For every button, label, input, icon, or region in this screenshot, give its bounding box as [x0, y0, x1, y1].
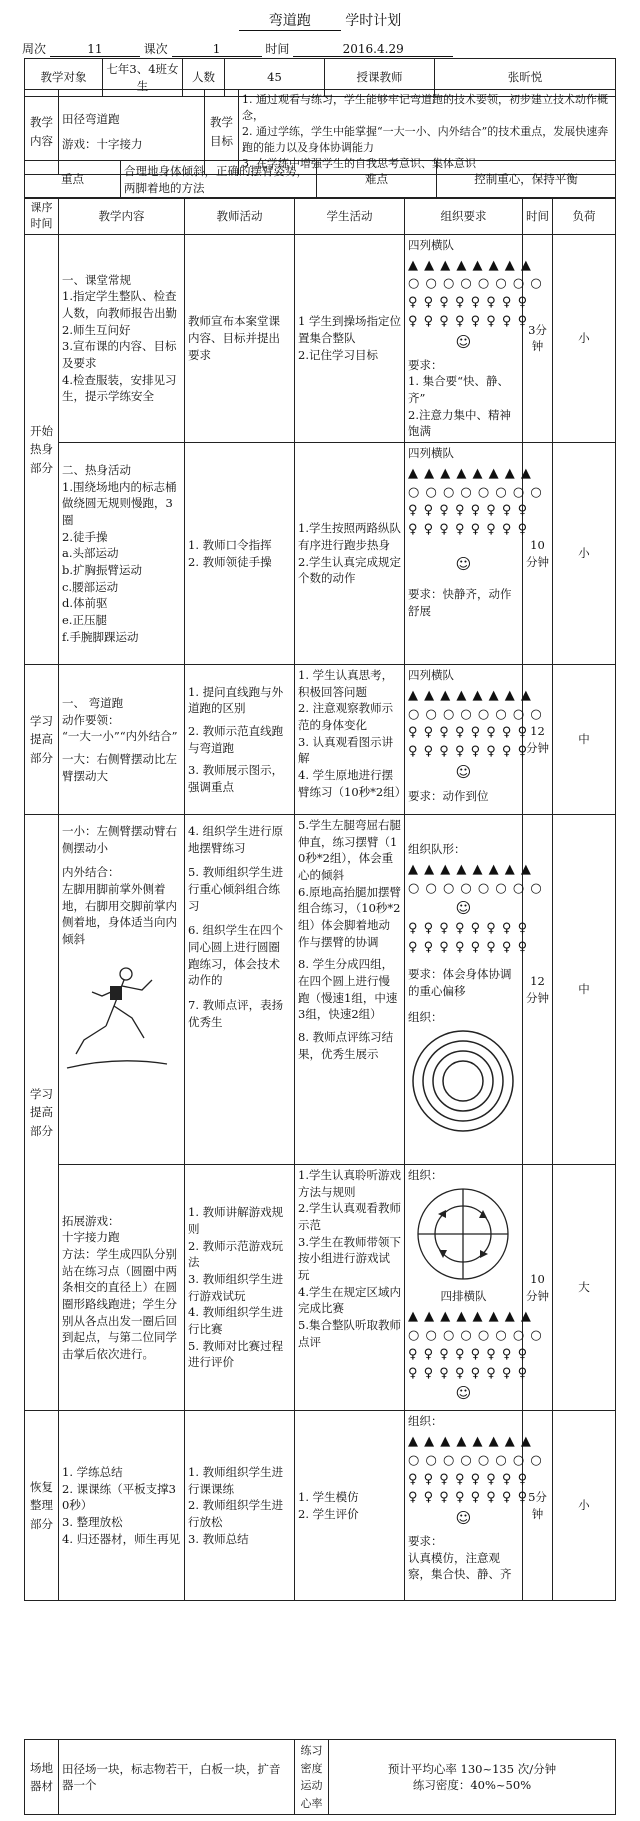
sec4-teacher-4: 4. 教师组织学生进行比赛	[188, 1305, 284, 1336]
sec5-time: 5分钟	[523, 1411, 553, 1601]
formation-four-rows	[408, 1308, 543, 1405]
sec1b-content-6: c.腰部运动	[62, 579, 119, 594]
row-persons: ♀ ♀ ♀ ♀ ♀ ♀ ♀ ♀	[408, 744, 529, 760]
row-circles: ○ ○ ○ ○ ○ ○ ○ ○	[408, 706, 543, 722]
sec1b-load: 小	[553, 443, 616, 665]
sec1b-content-3: 2.徒手操	[62, 529, 108, 544]
row-circles: ○ ○ ○ ○ ○ ○ ○ ○	[408, 880, 543, 896]
teacher-smile-icon: ☺	[455, 1384, 472, 1403]
teacher-label: 授课教师	[325, 59, 435, 97]
footer-table	[24, 1739, 616, 1815]
sec3-content-1: 一小：左侧臂摆动臂右侧摆动小	[62, 824, 177, 855]
sec2-teacher-1: 1. 提问直线跑与外道跑的区别	[188, 684, 284, 716]
sec5-teacher-1: 1. 教师组织学生进行课课练	[188, 1464, 284, 1496]
sec1-label: 开始热身部分	[25, 234, 59, 664]
col-org: 组织要求	[405, 198, 523, 235]
sec2-student-4: 4. 学生原地进行摆臂练习（10秒*2组）	[298, 768, 407, 799]
week-value: 11	[50, 42, 140, 57]
row-persons: ♀ ♀ ♀ ♀ ♀ ♀ ♀ ♀	[408, 1346, 529, 1362]
sec3-time: 12分钟	[523, 815, 553, 1165]
cross-relay-diagram	[408, 1184, 518, 1284]
row-persons: ♀ ♀ ♀ ♀ ♀ ♀ ♀ ♀	[408, 921, 529, 937]
sec1a-content-4: 3.宣布课的内容、目标及要求	[62, 339, 177, 371]
sec5-teacher-2: 2. 教师组织学生进行放松	[188, 1498, 284, 1529]
sec5-student-2: 2. 学生评价	[298, 1506, 359, 1521]
row-triangles: ▲ ▲ ▲ ▲ ▲ ▲ ▲ ▲	[408, 257, 532, 273]
teacher-smile-icon: ☺	[455, 555, 472, 574]
sec4-content-1: 拓展游戏：	[62, 1213, 120, 1228]
sec4-teacher-3: 3. 教师组织学生进行游戏试玩	[188, 1271, 284, 1303]
sec3-student-3: 8. 学生分成四组，在四个圆上进行慢跑（慢速1组，中速3组，快速2组）	[298, 957, 398, 1022]
sec3-content-3: 左脚用脚前掌外侧着地，右脚用交脚前掌内侧着地，身体适当向内倾斜	[62, 882, 177, 947]
sec3-req-1: 要求：体会身体协调的重心偏移	[408, 966, 512, 998]
sec3-student-4: 8. 教师点评练习结果，优秀生展示	[298, 1030, 394, 1061]
goal-label: 教学目标	[205, 90, 239, 175]
sec1a-content-1: 一、课堂常规	[62, 272, 131, 287]
sec4-student-4: 4.学生在规定区域内完成比赛	[298, 1284, 401, 1316]
sec3-teacher-4: 7. 教师点评，表扬优秀生	[188, 998, 284, 1029]
key-value: 合理地身体倾斜，正确的摆臂姿势，两脚着地的方法	[121, 161, 317, 199]
sec5-content-3: 3. 整理放松	[62, 1515, 123, 1529]
row-persons: ♀ ♀ ♀ ♀ ♀ ♀ ♀ ♀	[408, 314, 529, 330]
sec2-teacher-2: 2. 教师示范直线跑与弯道跑	[188, 723, 284, 755]
sec1a-content-5: 4.检查服装，安排见习生，提示学练安全	[62, 372, 177, 404]
count-label: 人数	[183, 59, 225, 97]
col-load: 负荷	[553, 198, 616, 235]
sec3-student-2: 6.原地高抬腿加摆臂组合练习，（10秒*2组）体会脚着地动作与摆臂的协调	[298, 884, 401, 949]
lesson-value: 1	[172, 42, 262, 57]
sec4-load: 大	[553, 1165, 616, 1411]
sec1b-teacher-2: 2. 教师领徒手操	[188, 554, 272, 569]
title-text: 弯道跑	[268, 13, 311, 29]
sec5-req-2: 认真模仿，注意观察，集合快、静、齐	[408, 1550, 512, 1582]
density-line2: 练习密度：40%~50%	[412, 1778, 532, 1793]
col-order: 课序时间	[25, 198, 59, 235]
sec1b-content-9: f.手腕脚踝运动	[62, 629, 139, 644]
title-suffix: 学时计划	[345, 13, 402, 29]
key-label: 重点	[25, 161, 121, 199]
sec5-req-1: 要求：	[408, 1533, 443, 1548]
sec5-load: 小	[553, 1411, 616, 1601]
sec2-student-3: 3. 认真观看图示讲解	[298, 734, 394, 766]
teacher-smile-icon: ☺	[455, 332, 472, 351]
sec1b-teacher-1: 1. 教师口令指挥	[188, 537, 272, 552]
sec4-teacher-1: 1. 教师讲解游戏规则	[188, 1205, 284, 1236]
sec1a-student-2: 2.记住学习目标	[298, 347, 378, 362]
content-label: 教学内容	[25, 90, 59, 175]
row-persons: ♀ ♀ ♀ ♀ ♀ ♀ ♀ ♀	[408, 295, 529, 311]
sec2-content-4: 一大：右侧臂摆动比左臂摆动大	[62, 751, 177, 783]
sec3-student-1: 5.学生左腿弯屈右腿伸直，练习摆臂（10秒*2组），体会重心的倾斜	[298, 818, 401, 883]
diff-label: 难点	[317, 161, 437, 199]
sec2-student-1: 1. 学生认真思考，积极回答问题	[298, 668, 394, 699]
sec4-org-title: 组织：	[408, 1168, 443, 1183]
sec5-content-4: 4. 归还器材，师生再见	[62, 1531, 181, 1546]
density-label: 练习密度运动心率	[295, 1740, 329, 1815]
sec4-teacher-5: 5. 教师对比赛过程进行评价	[188, 1338, 284, 1370]
row-persons: ♀ ♀ ♀ ♀ ♀ ♀ ♀ ♀	[408, 1490, 529, 1506]
sec5-teacher-3: 3. 教师总结	[188, 1531, 249, 1546]
sec2-label: 学习提高部分	[25, 665, 59, 815]
sec1b-content-5: b.扩胸振臂运动	[62, 562, 143, 577]
col-time: 时间	[523, 198, 553, 235]
sec3-teacher-3: 6. 组织学生在四个同心圆上进行圆圈跑练习，体会技术动作的	[188, 923, 284, 988]
sec1a-time: 3分钟	[523, 234, 553, 442]
sec1b-content-1: 二、热身活动	[62, 462, 131, 477]
concentric-circles-diagram	[408, 1026, 518, 1136]
sec2-req: 要求：动作到位	[408, 788, 489, 803]
sec1a-org-title: 四列横队	[408, 237, 454, 252]
sec1b-org-title: 四列横队	[408, 446, 454, 461]
row-circles: ○ ○ ○ ○ ○ ○ ○ ○	[408, 276, 543, 292]
diff-value: 控制重心，保持平衡	[437, 161, 616, 199]
row-persons: ♀ ♀ ♀ ♀ ♀ ♀ ♀ ♀	[408, 1471, 529, 1487]
row-triangles: ▲ ▲ ▲ ▲ ▲ ▲ ▲ ▲	[408, 861, 532, 877]
object-value: 七年3、4班女生	[103, 59, 183, 97]
venue-label: 场地器材	[25, 1740, 59, 1815]
row-persons: ♀ ♀ ♀ ♀ ♀ ♀ ♀ ♀	[408, 939, 529, 955]
sec1b-student-1: 1.学生按照两路纵队有序进行跑步热身	[298, 521, 401, 552]
row-circles: ○ ○ ○ ○ ○ ○ ○ ○	[408, 1452, 543, 1468]
sec2-student-2: 2. 注意观察教师示范的身体变化	[298, 701, 394, 733]
sec4-teacher-2: 2. 教师示范游戏玩法	[188, 1238, 284, 1270]
sec1a-content-2: 1.指定学生整队、检查人数，向教师报告出勤	[62, 289, 177, 321]
sec2-content-1: 一、 弯道跑	[62, 695, 124, 710]
sec1b-req: 要求：快静齐，动作舒展	[408, 586, 512, 618]
row-persons: ♀ ♀ ♀ ♀ ♀ ♀ ♀ ♀	[408, 503, 529, 519]
sec1a-load: 小	[553, 234, 616, 442]
sec4-time: 10分钟	[523, 1165, 553, 1411]
teacher-value: 张昕悦	[435, 59, 616, 97]
meta-line	[22, 40, 622, 57]
sec4-student-3: 3.学生在教师带领下按小组进行游戏试玩	[298, 1234, 401, 1283]
sec5-label: 恢复整理部分	[25, 1411, 59, 1601]
sec5-org-title: 组织：	[408, 1414, 443, 1429]
row-triangles: ▲ ▲ ▲ ▲ ▲ ▲ ▲ ▲	[408, 687, 532, 703]
sec1a-req-2: 1. 集合要“快、静、齐”	[408, 374, 510, 406]
sec2-content-3: “一大一小”“内外结合”	[62, 729, 178, 744]
sec4-student-5: 5.集合整队听取教师点评	[298, 1318, 401, 1349]
sec3-org-title2: 组织：	[408, 1010, 443, 1025]
week-label: 周次	[22, 42, 47, 56]
sec4-content-3: 方法：学生成四队分别站在练习点（圆圈中两条相交的直径上）在圆圈形路线跑进；学生分别从各点出发一圈后回到起点，与第二位同学击掌后依次进行。	[62, 1246, 177, 1361]
row-circles: ○ ○ ○ ○ ○ ○ ○ ○	[408, 1327, 543, 1343]
sec1a-student-1: 1 学生到操场指定位置集合整队	[298, 314, 401, 346]
sec4-org-title2: 四排横队	[440, 1289, 487, 1304]
main-table	[24, 197, 616, 1601]
sec3-org-title: 组织队形：	[408, 842, 466, 857]
sec2-teacher-3: 3. 教师展示图示，强调重点	[188, 763, 284, 794]
sec1b-content-2: 1.围绕场地内的标志桶做绕圆无规则慢跑，3圈	[62, 479, 177, 527]
sec1a-content-3: 2.师生互问好	[62, 322, 131, 337]
runner-illustration	[62, 956, 172, 1076]
sec2-content-2: 动作要领：	[62, 712, 120, 727]
goal-1: 1. 通过观看与练习，学生能够牢记弯道跑的技术要领，初步建立技术动作概念，	[242, 93, 608, 122]
count-value: 45	[225, 59, 325, 97]
time-value: 2016.4.29	[293, 42, 453, 57]
lesson-label: 课次	[143, 42, 168, 56]
content-line1: 田径弯道跑	[62, 112, 120, 127]
sec1b-content-7: d.体前驱	[62, 596, 108, 611]
sec1a-req-1: 要求：	[408, 357, 443, 372]
goal-3: 3. 在学练中增强学生的自我思考意识、集体意识	[242, 156, 476, 170]
sec3-teacher-1: 4. 组织学生进行原地摆臂练习	[188, 824, 284, 855]
sec4-student-1: 1.学生认真聆听游戏方法与规则	[298, 1168, 401, 1199]
col-teacher: 教师活动	[185, 198, 295, 235]
focus-table	[24, 160, 616, 199]
col-content: 教学内容	[59, 198, 185, 235]
goal-2: 2. 通过学练，学生中能掌握“一大一小、内外结合”的技术重点，发展快速奔跑的能力以及身体协调能力	[242, 124, 609, 154]
venue-value: 田径场一块，标志物若干，白板一块，扩音器一个	[59, 1740, 295, 1815]
sec3-teacher-2: 5. 教师组织学生进行重心倾斜组合练习	[188, 865, 284, 913]
sec1b-time: 10分钟	[523, 443, 553, 665]
teacher-smile-icon: ☺	[455, 1509, 472, 1528]
sec1b-student-2: 2.学生认真完成规定个数的动作	[298, 554, 401, 586]
object-label: 教学对象	[25, 59, 103, 97]
sec2-org-title: 四列横队	[408, 668, 454, 683]
row-persons: ♀ ♀ ♀ ♀ ♀ ♀ ♀ ♀	[408, 1365, 529, 1381]
teacher-smile-icon: ☺	[455, 763, 472, 782]
sec1a-teacher: 教师宣布本案堂课内容、目标并提出要求	[185, 234, 295, 442]
sec5-content-2: 2. 课课练（平板支撑30秒）	[62, 1481, 176, 1513]
sec4-content-2: 十字接力跑	[62, 1230, 120, 1245]
density-line1: 预计平均心率 130~135 次/分钟	[387, 1761, 557, 1776]
content-line2: 游戏：十字接力	[62, 136, 143, 151]
teacher-smile-icon: ☺	[455, 899, 472, 918]
sec2-time: 12分钟	[523, 665, 553, 815]
col-student: 学生活动	[295, 198, 405, 235]
sec3-load: 中	[553, 815, 616, 1165]
row-circles: ○ ○ ○ ○ ○ ○ ○ ○	[408, 484, 543, 500]
sec1b-content-4: a.头部运动	[62, 546, 119, 561]
sec5-content-1: 1. 学练总结	[62, 1464, 123, 1479]
sec3-content-2: 内外结合：	[62, 865, 120, 880]
sec5-student-1: 1. 学生模仿	[298, 1490, 359, 1504]
sec3-label: 学习提高部分	[25, 815, 59, 1411]
page-title	[0, 10, 640, 31]
row-persons: ♀ ♀ ♀ ♀ ♀ ♀ ♀ ♀	[408, 522, 529, 538]
sec2-load: 中	[553, 665, 616, 815]
sec1a-req-3: 2.注意力集中、精神饱满	[408, 407, 511, 439]
sec4-student-2: 2.学生认真观看教师示范	[298, 1201, 401, 1233]
sec1b-content-8: e.正压腿	[62, 612, 107, 627]
formation-pairs	[408, 861, 543, 958]
time-label: 时间	[265, 42, 290, 56]
row-triangles: ▲ ▲ ▲ ▲ ▲ ▲ ▲ ▲	[408, 465, 532, 481]
row-triangles: ▲ ▲ ▲ ▲ ▲ ▲ ▲ ▲	[408, 1309, 532, 1325]
row-persons: ♀ ♀ ♀ ♀ ♀ ♀ ♀ ♀	[408, 725, 529, 741]
row-triangles: ▲ ▲ ▲ ▲ ▲ ▲ ▲ ▲	[408, 1433, 532, 1449]
